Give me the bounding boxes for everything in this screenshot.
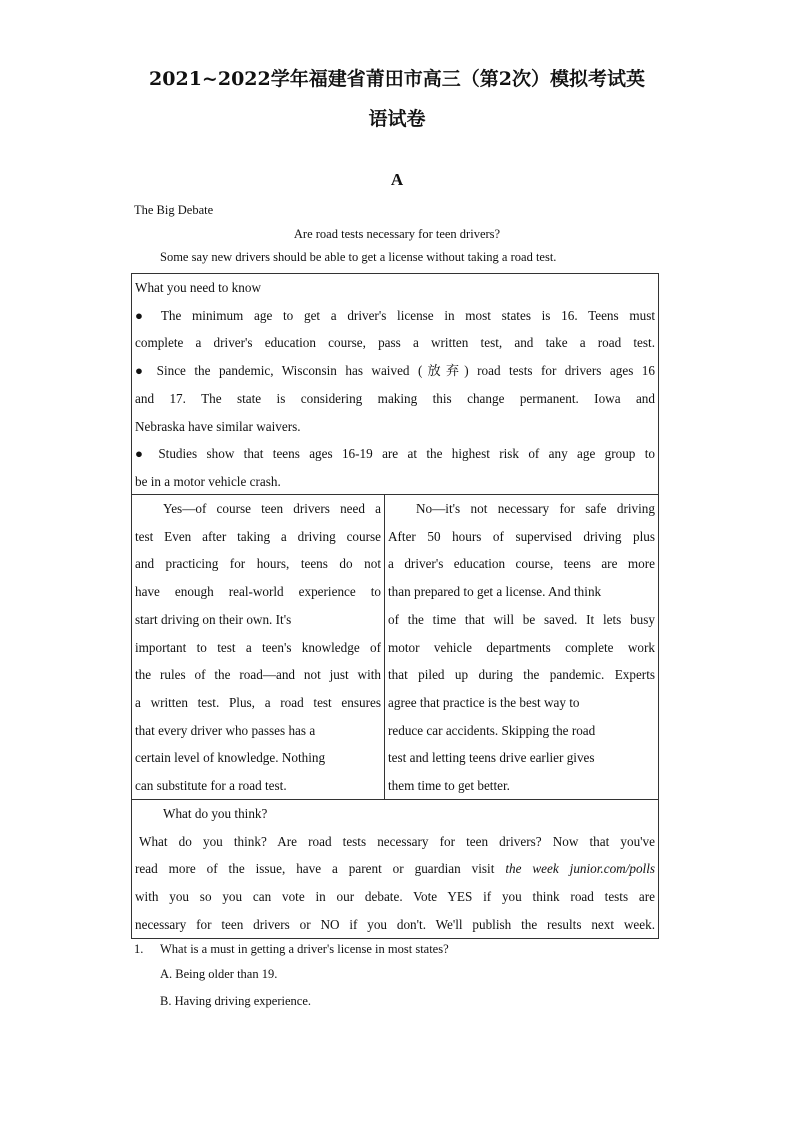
yes-line: and practicing for hours, teens do not: [135, 556, 381, 572]
no-line: No—it's not necessary for safe driving: [416, 501, 655, 516]
yes-line: the rules of the road—and not just with: [135, 667, 381, 683]
question-number: 1.: [134, 942, 144, 956]
fact-line: Nebraska have similar waivers.: [135, 418, 301, 434]
what-do-you-think-box: [131, 799, 659, 939]
fact-line: be in a motor vehicle crash.: [135, 473, 281, 489]
fact-line: ● The minimum age to get a driver's license in most states is 16. Teens must: [135, 307, 655, 323]
think-line: necessary for teen drivers or NO if you don't. We'll publish the results next week.: [135, 916, 655, 932]
yes-line: important to test a teen's knowledge of: [135, 639, 381, 655]
no-line: reduce car accidents. Skipping the road: [388, 722, 596, 738]
no-line: motor vehicle departments complete work: [388, 639, 655, 655]
fact-line: ● Studies show that teens ages 16-19 are at the highest risk of any age group to: [135, 446, 655, 462]
yes-line: that every driver who passes has a: [135, 722, 316, 738]
think-line: [135, 855, 655, 883]
yes-line: can substitute for a road test.: [135, 778, 287, 794]
yes-argument-box: [131, 494, 385, 800]
fact-line: ● Since the pandemic, Wisconsin has waived (放弃) road tests for drivers ages 16: [135, 363, 655, 379]
article-heading: The Big Debate: [134, 203, 214, 217]
option-b[interactable]: B. Having driving experience.: [160, 994, 311, 1008]
no-line: than prepared to get a license. And think: [388, 584, 602, 600]
poll-link[interactable]: the week junior.com/polls: [505, 861, 656, 877]
document-title-line-2: 语试卷: [368, 108, 426, 130]
section-label: A: [390, 170, 404, 189]
fact-line: complete a driver's education course, pass a written test, and take a road test.: [135, 335, 655, 351]
no-line: a driver's education course, teens are more: [388, 556, 655, 572]
fact-line: and 17. The state is considering making this change permanent. Iowa and: [135, 390, 655, 406]
yes-line: test Even after taking a driving course: [135, 528, 381, 544]
yes-line: have enough real-world experience to: [135, 584, 381, 600]
yes-line: start driving on their own. It's: [135, 611, 292, 627]
option-a[interactable]: A. Being older than 19.: [160, 967, 278, 981]
no-line: agree that practice is the best way to: [388, 694, 580, 710]
think-line: with you so you can vote in our debate. Vote YES if you think road tests are: [135, 889, 655, 905]
no-line: of the time that will be saved. It lets busy: [388, 611, 655, 627]
think-line-text: read more of the issue, have a parent or guardian visit: [135, 861, 495, 877]
no-line: test and letting teens drive earlier gives: [388, 750, 595, 766]
document-title-line-1: 2021~2022学年福建省莆田市高三（第2次）模拟考试英: [149, 68, 645, 90]
box-heading: What you need to know: [135, 280, 261, 295]
yes-line: certain level of knowledge. Nothing: [135, 750, 326, 766]
what-you-need-to-know-box: [131, 273, 659, 495]
no-line: that piled up during the pandemic. Experts: [388, 667, 655, 683]
yes-line: Yes—of course teen drivers need a: [163, 501, 381, 516]
question-text: What is a must in getting a driver's license in most states?: [160, 942, 449, 956]
article-intro: Some say new drivers should be able to get a license without taking a road test.: [160, 250, 557, 264]
article-question: Are road tests necessary for teen drivers?: [293, 227, 501, 241]
think-line: What do you think? Are road tests necessary for teen drivers? Now that you've: [139, 833, 655, 849]
no-argument-box: [384, 494, 659, 800]
think-heading: What do you think?: [163, 806, 268, 821]
no-line: them time to get better.: [388, 778, 510, 794]
yes-line: a written test. Plus, a road test ensures: [135, 694, 381, 710]
no-line: After 50 hours of supervised driving plus: [388, 528, 655, 544]
